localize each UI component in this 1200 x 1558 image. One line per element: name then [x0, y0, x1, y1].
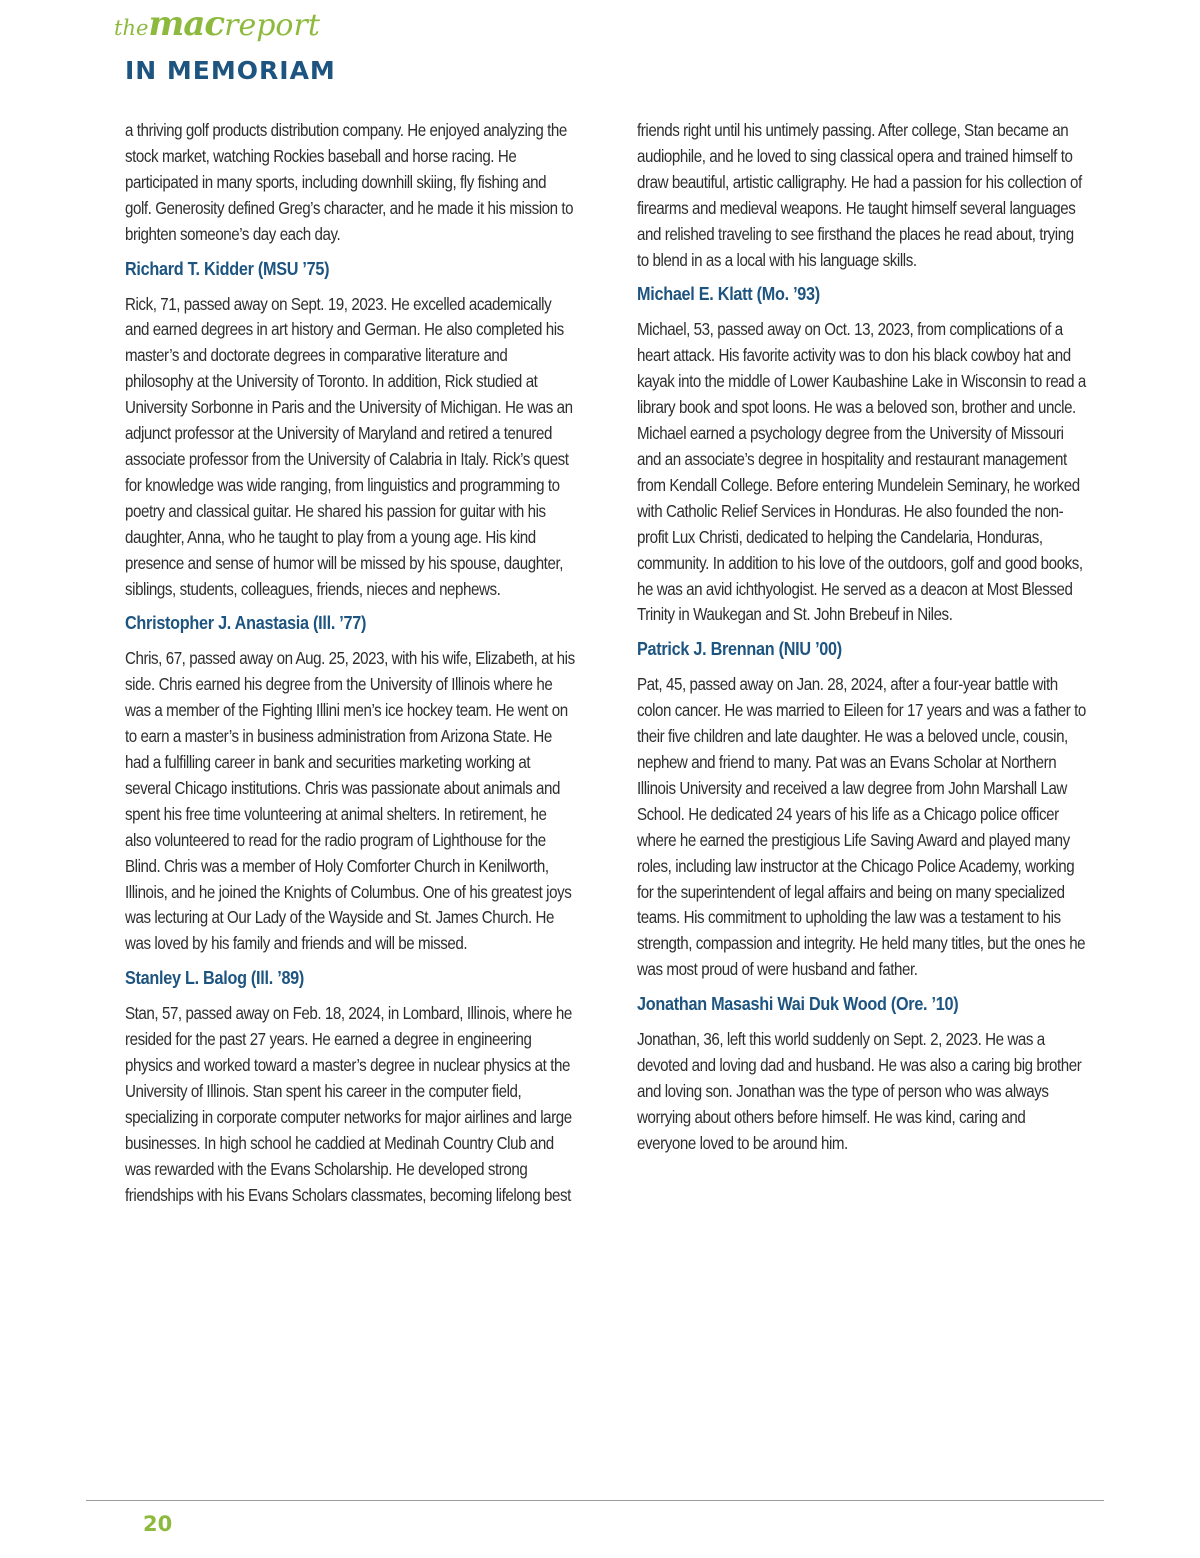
masthead-logo — [114, 4, 320, 48]
right-column — [637, 118, 1087, 1166]
obituary-text: Jonathan, 36, left this world suddenly on Sept. 2, 2023. He was a devoted and loving dad and husband. He was also a caring big brother and loving son. Jonathan was the type of person who was always worrying about others before himself. He was kind, caring and everyone loved to be around him. — [637, 1029, 1082, 1153]
obituary-name: Richard T. Kidder (MSU ’75) — [125, 258, 330, 279]
obituary-text: Pat, 45, passed away on Jan. 28, 2024, after a four-year battle with colon cancer. He was married to Eileen for 17 years and was a father to their five children and late daughter. He was a beloved uncle, cousin, nephew and friend to many. Pat was an Evans Scholar at Northern Illinois University and received a law degree from John Marshall Law School. He dedicated 24 years of his life as a Chicago police officer where he earned the prestigious Life Saving Award and played many roles, including law instructor at the Chicago Police Academy, working for the superintendent of legal affairs and being on many specialized teams. His commitment to upholding the law was a testament to his strength, compassion and integrity. He held many titles, but the ones he was most proud of were husband and father. — [637, 674, 1086, 980]
continued-paragraph: friends right until his untimely passing. After college, Stan became an audiophile, and he loved to sing classical opera and trained himself to draw beautiful, artistic calligraphy. He had a passion for his collection of firearms and medieval weapons. He taught himself several languages and relished traveling to see firsthand the places he read about, trying to blend in as a local with his language skills. — [637, 120, 1082, 270]
left-column — [125, 118, 575, 1218]
obituary-text: Stan, 57, passed away on Feb. 18, 2024, in Lombard, Illinois, where he resided for the past 27 years. He earned a degree in engineering physics and worked toward a master’s degree in nuclear physics at the University of Illinois. Stan spent his career in the computer field, specializing in corporate computer networks for major airlines and large businesses. In high school he caddied at Medinah Country Club and was rewarded with the Evans Scholarship. He developed strong friendships with his Evans Scholars classmates, becoming lifelong best — [125, 1003, 572, 1205]
masthead-the: the — [114, 16, 149, 40]
obituary-name: Patrick J. Brennan (NIU ’00) — [637, 639, 842, 660]
obituary-name: Jonathan Masashi Wai Duk Wood (Ore. ’10) — [637, 994, 959, 1015]
masthead-mac: mac — [148, 4, 225, 44]
obituary-text: Chris, 67, passed away on Aug. 25, 2023, with his wife, Elizabeth, at his side. Chris earned his degree from the University of Illinois where he was a member of the Fighting Illini men’s ice hockey team. He went on to earn a master’s in business administration from Arizona State. He had a fulfilling career in bank and securities marketing working at several Chicago institutions. Chris was passionate about animals and spent his free time volunteering at animal shelters. In retirement, he also volunteered to read for the radio program of Lighthouse for the Blind. Chris was a member of Holy Comforter Church in Kenilworth, Illinois, and he joined the Knights of Columbus. One of his greatest joys was lecturing at Our Lady of the Wayside and St. James Church. He was loved by his family and friends and will be missed. — [125, 648, 575, 954]
continued-paragraph: a thriving golf products distribution company. He enjoyed analyzing the stock market, watching Rockies baseball and horse racing. He participated in many sports, including downhill skiing, fly fishing and golf. Generosity defined Greg’s character, and he made it his mission to brighten someone’s day each day. — [125, 120, 574, 244]
footer-rule — [86, 1500, 1104, 1501]
obituary-name: Christopher J. Anastasia (Ill. ’77) — [125, 613, 367, 634]
obituary-text: Michael, 53, passed away on Oct. 13, 2023, from complications of a heart attack. His favorite activity was to don his black cowboy hat and kayak into the middle of Lower Kaubashine Lake in Wisconsin to read a library book and spot loons. He was a beloved son, brother and uncle. Michael earned a psychology degree from the University of Missouri and an associate’s degree in hospitality and restaurant management from Kendall College. Before entering Mundelein Seminary, he worked with Catholic Relief Services in Honduras. He also founded the non-profit Lux Christi, dedicated to helping the Candelaria, Honduras, community. In addition to his love of the outdoors, golf and good books, he was an avid ichthyologist. He served as a deacon at Most Blessed Trinity in Waukegan and St. John Brebeuf in Niles. — [637, 319, 1086, 625]
page-number: 20 — [143, 1512, 173, 1536]
obituary-name: Michael E. Klatt (Mo. ’93) — [637, 284, 820, 305]
obituary-name: Stanley L. Balog (Ill. ’89) — [125, 968, 305, 989]
obituary-text: Rick, 71, passed away on Sept. 19, 2023. He excelled academically and earned degrees in art history and German. He also completed his master’s and doctorate degrees in comparative literature and philosophy at the University of Toronto. In addition, Rick studied at University Sorbonne in Paris and the University of Michigan. He was an adjunct professor at the University of Maryland and retired a tenured associate professor from the University of Calabria in Italy. Rick’s quest for knowledge was wide ranging, from linguistics and programming to poetry and classical guitar. He shared his passion for guitar with his daughter, Anna, who he taught to play from a young age. His kind presence and sense of humor will be missed by his spouse, daughter, siblings, students, colleagues, friends, nieces and nephews. — [125, 293, 573, 599]
masthead-report: report — [224, 8, 320, 43]
section-title: IN MEMORIAM — [125, 56, 336, 85]
